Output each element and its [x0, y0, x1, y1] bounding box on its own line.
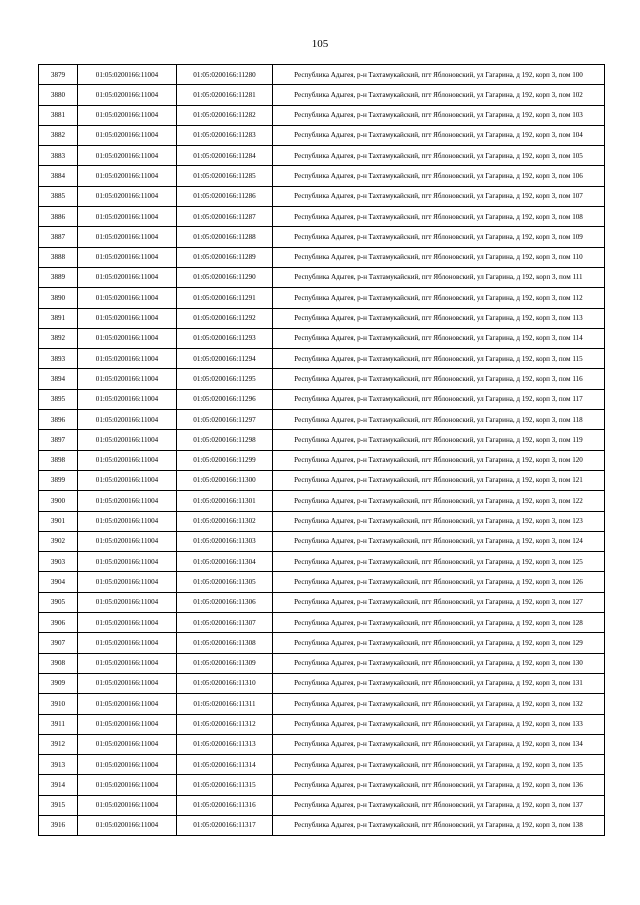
cadastral-number-cell: 01:05:0200166:11314: [177, 755, 273, 775]
address-cell: Республика Адыгея, р-н Тахтамукайский, пгт Яблоновский, ул Гагарина, д 192, корп 3, пом 107: [273, 186, 605, 206]
parent-cadastral-number-cell: 01:05:0200166:11004: [78, 369, 177, 389]
table-row: [39, 227, 605, 247]
parent-cadastral-number-cell: 01:05:0200166:11004: [78, 795, 177, 815]
cadastral-number-cell: 01:05:0200166:11305: [177, 572, 273, 592]
row-number-cell: 3899: [39, 470, 78, 490]
parent-cadastral-number-cell: 01:05:0200166:11004: [78, 694, 177, 714]
table-row: [39, 207, 605, 227]
cadastral-number-cell: 01:05:0200166:11303: [177, 531, 273, 551]
address-cell: Республика Адыгея, р-н Тахтамукайский, пгт Яблоновский, ул Гагарина, д 192, корп 3, пом 128: [273, 613, 605, 633]
cadastral-number-cell: 01:05:0200166:11315: [177, 775, 273, 795]
row-number-cell: 3900: [39, 491, 78, 511]
registry-table-body: [39, 65, 605, 836]
cadastral-number-cell: 01:05:0200166:11317: [177, 815, 273, 835]
address-cell: Республика Адыгея, р-н Тахтамукайский, пгт Яблоновский, ул Гагарина, д 192, корп 3, пом 112: [273, 288, 605, 308]
address-cell: Республика Адыгея, р-н Тахтамукайский, пгт Яблоновский, ул Гагарина, д 192, корп 3, пом 122: [273, 491, 605, 511]
table-row: [39, 410, 605, 430]
address-cell: Республика Адыгея, р-н Тахтамукайский, пгт Яблоновский, ул Гагарина, д 192, корп 3, пом 123: [273, 511, 605, 531]
address-cell: Республика Адыгея, р-н Тахтамукайский, пгт Яблоновский, ул Гагарина, д 192, корп 3, пом 117: [273, 389, 605, 409]
address-cell: Республика Адыгея, р-н Тахтамукайский, пгт Яблоновский, ул Гагарина, д 192, корп 3, пом 121: [273, 470, 605, 490]
row-number-cell: 3915: [39, 795, 78, 815]
address-cell: Республика Адыгея, р-н Тахтамукайский, пгт Яблоновский, ул Гагарина, д 192, корп 3, пом 106: [273, 166, 605, 186]
cadastral-number-cell: 01:05:0200166:11284: [177, 146, 273, 166]
parent-cadastral-number-cell: 01:05:0200166:11004: [78, 166, 177, 186]
row-number-cell: 3904: [39, 572, 78, 592]
table-row: [39, 673, 605, 693]
cadastral-number-cell: 01:05:0200166:11298: [177, 430, 273, 450]
row-number-cell: 3883: [39, 146, 78, 166]
table-row: [39, 531, 605, 551]
table-row: [39, 714, 605, 734]
cadastral-number-cell: 01:05:0200166:11294: [177, 349, 273, 369]
row-number-cell: 3910: [39, 694, 78, 714]
row-number-cell: 3882: [39, 125, 78, 145]
parent-cadastral-number-cell: 01:05:0200166:11004: [78, 125, 177, 145]
table-row: [39, 65, 605, 85]
table-row: [39, 815, 605, 835]
parent-cadastral-number-cell: 01:05:0200166:11004: [78, 470, 177, 490]
cadastral-number-cell: 01:05:0200166:11316: [177, 795, 273, 815]
row-number-cell: 3916: [39, 815, 78, 835]
address-cell: Республика Адыгея, р-н Тахтамукайский, пгт Яблоновский, ул Гагарина, д 192, корп 3, пом 119: [273, 430, 605, 450]
cadastral-number-cell: 01:05:0200166:11299: [177, 450, 273, 470]
address-cell: Республика Адыгея, р-н Тахтамукайский, пгт Яблоновский, ул Гагарина, д 192, корп 3, пом 111: [273, 267, 605, 287]
row-number-cell: 3903: [39, 552, 78, 572]
table-row: [39, 166, 605, 186]
parent-cadastral-number-cell: 01:05:0200166:11004: [78, 328, 177, 348]
row-number-cell: 3896: [39, 410, 78, 430]
table-row: [39, 85, 605, 105]
row-number-cell: 3912: [39, 734, 78, 754]
address-cell: Республика Адыгея, р-н Тахтамукайский, пгт Яблоновский, ул Гагарина, д 192, корп 3, пом 105: [273, 146, 605, 166]
address-cell: Республика Адыгея, р-н Тахтамукайский, пгт Яблоновский, ул Гагарина, д 192, корп 3, пом 127: [273, 592, 605, 612]
cadastral-number-cell: 01:05:0200166:11282: [177, 105, 273, 125]
row-number-cell: 3895: [39, 389, 78, 409]
table-row: [39, 734, 605, 754]
address-cell: Республика Адыгея, р-н Тахтамукайский, пгт Яблоновский, ул Гагарина, д 192, корп 3, пом 138: [273, 815, 605, 835]
table-row: [39, 146, 605, 166]
row-number-cell: 3892: [39, 328, 78, 348]
cadastral-number-cell: 01:05:0200166:11283: [177, 125, 273, 145]
row-number-cell: 3905: [39, 592, 78, 612]
cadastral-number-cell: 01:05:0200166:11291: [177, 288, 273, 308]
parent-cadastral-number-cell: 01:05:0200166:11004: [78, 653, 177, 673]
table-row: [39, 430, 605, 450]
address-cell: Республика Адыгея, р-н Тахтамукайский, пгт Яблоновский, ул Гагарина, д 192, корп 3, пом 103: [273, 105, 605, 125]
address-cell: Республика Адыгея, р-н Тахтамукайский, пгт Яблоновский, ул Гагарина, д 192, корп 3, пом 100: [273, 65, 605, 85]
row-number-cell: 3886: [39, 207, 78, 227]
parent-cadastral-number-cell: 01:05:0200166:11004: [78, 410, 177, 430]
parent-cadastral-number-cell: 01:05:0200166:11004: [78, 491, 177, 511]
table-row: [39, 491, 605, 511]
cadastral-number-cell: 01:05:0200166:11295: [177, 369, 273, 389]
table-row: [39, 369, 605, 389]
address-cell: Республика Адыгея, р-н Тахтамукайский, пгт Яблоновский, ул Гагарина, д 192, корп 3, пом 113: [273, 308, 605, 328]
parent-cadastral-number-cell: 01:05:0200166:11004: [78, 247, 177, 267]
row-number-cell: 3885: [39, 186, 78, 206]
row-number-cell: 3902: [39, 531, 78, 551]
address-cell: Республика Адыгея, р-н Тахтамукайский, пгт Яблоновский, ул Гагарина, д 192, корп 3, пом 126: [273, 572, 605, 592]
cadastral-number-cell: 01:05:0200166:11306: [177, 592, 273, 612]
parent-cadastral-number-cell: 01:05:0200166:11004: [78, 592, 177, 612]
parent-cadastral-number-cell: 01:05:0200166:11004: [78, 146, 177, 166]
parent-cadastral-number-cell: 01:05:0200166:11004: [78, 85, 177, 105]
table-row: [39, 308, 605, 328]
row-number-cell: 3893: [39, 349, 78, 369]
cadastral-number-cell: 01:05:0200166:11296: [177, 389, 273, 409]
row-number-cell: 3889: [39, 267, 78, 287]
table-row: [39, 450, 605, 470]
parent-cadastral-number-cell: 01:05:0200166:11004: [78, 531, 177, 551]
row-number-cell: 3907: [39, 633, 78, 653]
table-row: [39, 592, 605, 612]
table-row: [39, 755, 605, 775]
parent-cadastral-number-cell: 01:05:0200166:11004: [78, 105, 177, 125]
row-number-cell: 3911: [39, 714, 78, 734]
cadastral-number-cell: 01:05:0200166:11311: [177, 694, 273, 714]
cadastral-number-cell: 01:05:0200166:11293: [177, 328, 273, 348]
cadastral-number-cell: 01:05:0200166:11281: [177, 85, 273, 105]
row-number-cell: 3888: [39, 247, 78, 267]
address-cell: Республика Адыгея, р-н Тахтамукайский, пгт Яблоновский, ул Гагарина, д 192, корп 3, пом 136: [273, 775, 605, 795]
parent-cadastral-number-cell: 01:05:0200166:11004: [78, 673, 177, 693]
table-row: [39, 653, 605, 673]
row-number-cell: 3913: [39, 755, 78, 775]
row-number-cell: 3906: [39, 613, 78, 633]
parent-cadastral-number-cell: 01:05:0200166:11004: [78, 511, 177, 531]
row-number-cell: 3887: [39, 227, 78, 247]
cadastral-number-cell: 01:05:0200166:11301: [177, 491, 273, 511]
cadastral-number-cell: 01:05:0200166:11286: [177, 186, 273, 206]
table-row: [39, 267, 605, 287]
cadastral-number-cell: 01:05:0200166:11285: [177, 166, 273, 186]
address-cell: Республика Адыгея, р-н Тахтамукайский, пгт Яблоновский, ул Гагарина, д 192, корп 3, пом 130: [273, 653, 605, 673]
address-cell: Республика Адыгея, р-н Тахтамукайский, пгт Яблоновский, ул Гагарина, д 192, корп 3, пом 134: [273, 734, 605, 754]
cadastral-number-cell: 01:05:0200166:11288: [177, 227, 273, 247]
address-cell: Республика Адыгея, р-н Тахтамукайский, пгт Яблоновский, ул Гагарина, д 192, корп 3, пом 110: [273, 247, 605, 267]
parent-cadastral-number-cell: 01:05:0200166:11004: [78, 552, 177, 572]
parent-cadastral-number-cell: 01:05:0200166:11004: [78, 288, 177, 308]
table-row: [39, 349, 605, 369]
registry-table: [38, 64, 605, 836]
table-row: [39, 775, 605, 795]
parent-cadastral-number-cell: 01:05:0200166:11004: [78, 633, 177, 653]
cadastral-number-cell: 01:05:0200166:11302: [177, 511, 273, 531]
cadastral-number-cell: 01:05:0200166:11280: [177, 65, 273, 85]
address-cell: Республика Адыгея, р-н Тахтамукайский, пгт Яблоновский, ул Гагарина, д 192, корп 3, пом 135: [273, 755, 605, 775]
cadastral-number-cell: 01:05:0200166:11308: [177, 633, 273, 653]
row-number-cell: 3909: [39, 673, 78, 693]
cadastral-number-cell: 01:05:0200166:11287: [177, 207, 273, 227]
cadastral-number-cell: 01:05:0200166:11297: [177, 410, 273, 430]
row-number-cell: 3897: [39, 430, 78, 450]
table-row: [39, 125, 605, 145]
table-row: [39, 105, 605, 125]
address-cell: Республика Адыгея, р-н Тахтамукайский, пгт Яблоновский, ул Гагарина, д 192, корп 3, пом 108: [273, 207, 605, 227]
cadastral-number-cell: 01:05:0200166:11300: [177, 470, 273, 490]
table-row: [39, 186, 605, 206]
parent-cadastral-number-cell: 01:05:0200166:11004: [78, 267, 177, 287]
row-number-cell: 3891: [39, 308, 78, 328]
table-row: [39, 552, 605, 572]
row-number-cell: 3890: [39, 288, 78, 308]
parent-cadastral-number-cell: 01:05:0200166:11004: [78, 207, 177, 227]
parent-cadastral-number-cell: 01:05:0200166:11004: [78, 186, 177, 206]
address-cell: Республика Адыгея, р-н Тахтамукайский, пгт Яблоновский, ул Гагарина, д 192, корп 3, пом 115: [273, 349, 605, 369]
row-number-cell: 3908: [39, 653, 78, 673]
cadastral-number-cell: 01:05:0200166:11310: [177, 673, 273, 693]
table-row: [39, 613, 605, 633]
address-cell: Республика Адыгея, р-н Тахтамукайский, пгт Яблоновский, ул Гагарина, д 192, корп 3, пом 118: [273, 410, 605, 430]
address-cell: Республика Адыгея, р-н Тахтамукайский, пгт Яблоновский, ул Гагарина, д 192, корп 3, пом 116: [273, 369, 605, 389]
row-number-cell: 3881: [39, 105, 78, 125]
address-cell: Республика Адыгея, р-н Тахтамукайский, пгт Яблоновский, ул Гагарина, д 192, корп 3, пом 124: [273, 531, 605, 551]
table-row: [39, 470, 605, 490]
cadastral-number-cell: 01:05:0200166:11289: [177, 247, 273, 267]
cadastral-number-cell: 01:05:0200166:11292: [177, 308, 273, 328]
address-cell: Республика Адыгея, р-н Тахтамукайский, пгт Яблоновский, ул Гагарина, д 192, корп 3, пом 104: [273, 125, 605, 145]
table-row: [39, 328, 605, 348]
row-number-cell: 3880: [39, 85, 78, 105]
parent-cadastral-number-cell: 01:05:0200166:11004: [78, 613, 177, 633]
cadastral-number-cell: 01:05:0200166:11304: [177, 552, 273, 572]
cadastral-number-cell: 01:05:0200166:11307: [177, 613, 273, 633]
parent-cadastral-number-cell: 01:05:0200166:11004: [78, 815, 177, 835]
address-cell: Республика Адыгея, р-н Тахтамукайский, пгт Яблоновский, ул Гагарина, д 192, корп 3, пом 129: [273, 633, 605, 653]
parent-cadastral-number-cell: 01:05:0200166:11004: [78, 308, 177, 328]
parent-cadastral-number-cell: 01:05:0200166:11004: [78, 65, 177, 85]
table-row: [39, 247, 605, 267]
parent-cadastral-number-cell: 01:05:0200166:11004: [78, 572, 177, 592]
cadastral-number-cell: 01:05:0200166:11312: [177, 714, 273, 734]
table-row: [39, 572, 605, 592]
table-row: [39, 694, 605, 714]
row-number-cell: 3914: [39, 775, 78, 795]
address-cell: Республика Адыгея, р-н Тахтамукайский, пгт Яблоновский, ул Гагарина, д 192, корп 3, пом 131: [273, 673, 605, 693]
parent-cadastral-number-cell: 01:05:0200166:11004: [78, 775, 177, 795]
address-cell: Республика Адыгея, р-н Тахтамукайский, пгт Яблоновский, ул Гагарина, д 192, корп 3, пом 137: [273, 795, 605, 815]
row-number-cell: 3898: [39, 450, 78, 470]
parent-cadastral-number-cell: 01:05:0200166:11004: [78, 430, 177, 450]
parent-cadastral-number-cell: 01:05:0200166:11004: [78, 714, 177, 734]
row-number-cell: 3901: [39, 511, 78, 531]
row-number-cell: 3894: [39, 369, 78, 389]
cadastral-number-cell: 01:05:0200166:11313: [177, 734, 273, 754]
address-cell: Республика Адыгея, р-н Тахтамукайский, пгт Яблоновский, ул Гагарина, д 192, корп 3, пом 102: [273, 85, 605, 105]
address-cell: Республика Адыгея, р-н Тахтамукайский, пгт Яблоновский, ул Гагарина, д 192, корп 3, пом 114: [273, 328, 605, 348]
parent-cadastral-number-cell: 01:05:0200166:11004: [78, 227, 177, 247]
parent-cadastral-number-cell: 01:05:0200166:11004: [78, 734, 177, 754]
row-number-cell: 3884: [39, 166, 78, 186]
table-row: [39, 288, 605, 308]
page-number: 105: [311, 38, 329, 50]
parent-cadastral-number-cell: 01:05:0200166:11004: [78, 450, 177, 470]
table-row: [39, 511, 605, 531]
address-cell: Республика Адыгея, р-н Тахтамукайский, пгт Яблоновский, ул Гагарина, д 192, корп 3, пом 109: [273, 227, 605, 247]
address-cell: Республика Адыгея, р-н Тахтамукайский, пгт Яблоновский, ул Гагарина, д 192, корп 3, пом 125: [273, 552, 605, 572]
address-cell: Республика Адыгея, р-н Тахтамукайский, пгт Яблоновский, ул Гагарина, д 192, корп 3, пом 133: [273, 714, 605, 734]
table-row: [39, 389, 605, 409]
table-row: [39, 795, 605, 815]
address-cell: Республика Адыгея, р-н Тахтамукайский, пгт Яблоновский, ул Гагарина, д 192, корп 3, пом 120: [273, 450, 605, 470]
table-row: [39, 633, 605, 653]
row-number-cell: 3879: [39, 65, 78, 85]
parent-cadastral-number-cell: 01:05:0200166:11004: [78, 755, 177, 775]
address-cell: Республика Адыгея, р-н Тахтамукайский, пгт Яблоновский, ул Гагарина, д 192, корп 3, пом 132: [273, 694, 605, 714]
parent-cadastral-number-cell: 01:05:0200166:11004: [78, 389, 177, 409]
parent-cadastral-number-cell: 01:05:0200166:11004: [78, 349, 177, 369]
cadastral-number-cell: 01:05:0200166:11290: [177, 267, 273, 287]
cadastral-number-cell: 01:05:0200166:11309: [177, 653, 273, 673]
